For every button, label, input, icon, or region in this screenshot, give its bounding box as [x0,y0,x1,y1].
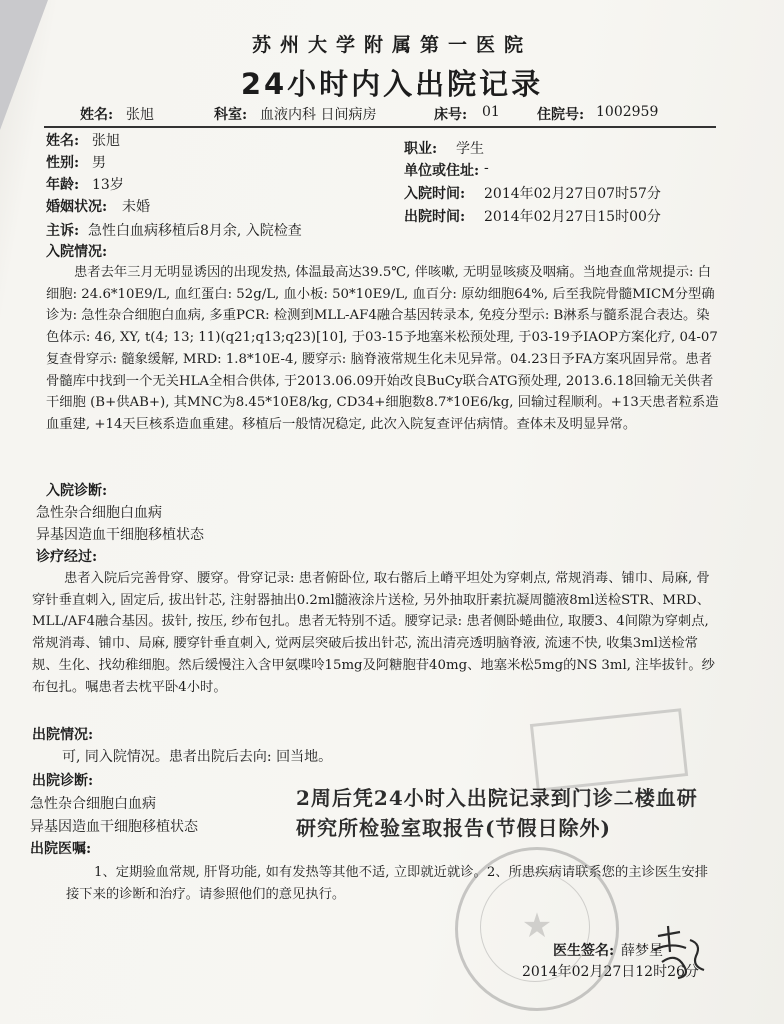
signature-time: 2014年02月27日12时26分 [522,964,699,980]
admit-time-label: 入院时间: [404,186,466,202]
admission-diagnosis-item: 异基因造血干细胞移植状态 [36,527,204,543]
orders-text: 1、定期验血常规, 肝肾功能, 如有发热等其他不适, 立即就近就诊。2、所患疾病请联系您的主诊医生安排接下来的诊断和治疗。请参照他们的意见执行。 [66,865,709,902]
header-bed-label: 床号: [434,107,468,123]
doctor-name: 薛梦星 [621,943,663,959]
signature-label: 医生签名: [553,943,615,959]
orders-label: 出院医嘱: [30,841,92,857]
header-dept-value: 血液内科 日间病房 [260,107,377,123]
header-bed-value: 01 [482,104,500,120]
age-value: 13岁 [92,177,124,193]
notice-line-1: 2周后凭24小时入出院记录到门诊二楼血研 [296,786,698,810]
discharge-time-label: 出院时间: [404,209,466,225]
document-title: 24小时内入出院记录 [240,67,544,101]
header-name-value: 张旭 [126,107,154,123]
header-id-label: 住院号: [537,107,585,123]
job-value: 学生 [456,141,484,157]
name-value: 张旭 [92,133,120,149]
job-label: 职业: [404,141,438,157]
header-id-value: 1002959 [596,104,659,120]
header-rule [44,126,716,128]
admission-diagnosis-item: 急性杂合细胞白血病 [36,505,162,521]
admission-diagnosis-label: 入院诊断: [46,483,108,499]
hospital-name: 苏州大学附属第一医院 [251,34,532,56]
age-label: 年龄: [46,177,80,193]
sex-label: 性别: [46,155,80,171]
discharge-diagnosis-item: 急性杂合细胞白血病 [30,796,156,812]
discharge-time-value: 2014年02月27日15时00分 [484,209,661,225]
treatment-text: 患者入院后完善骨穿、腰穿。骨穿记录: 患者俯卧位, 取右髂后上嵴平坦处为穿刺点, 常规消毒、铺巾、局麻, 骨穿针垂直刺入, 固定后, 拔出针芯, 注射器抽出0.2ml髓液涂片送检, 另外抽取肝素抗凝周髓液8ml送检STR、MRD、MLL/AF4融合基因。拔针, 按压, 纱布包扎。患者无特别不适。腰穿记录: 患者侧卧蜷曲位, 取腰3、4间隙为穿刺点, 常规消毒、铺巾、局麻, 腰穿针垂直刺入, 觉两层突破后拔出针芯, 流出清亮透明脑脊液, 流速不快, 收集3ml送检常规、生化、找幼稚细胞。然后缓慢注入含甲氨喋呤15mg及阿糖胞苷40mg、地塞米松5mg的NS 3ml, 注毕拔针。纱布包扎。嘱患者去枕平卧4小时。 [32,571,715,695]
address-value: - [484,160,489,176]
name-label: 姓名: [46,133,80,149]
treatment-label: 诊疗经过: [36,549,98,565]
marital-label: 婚姻状况: [46,199,108,215]
address-label: 单位或住址: [404,163,480,179]
seal-star-icon: ★ [521,906,553,946]
admission-status-label: 入院情况: [46,244,108,260]
discharge-diagnosis-label: 出院诊断: [32,773,94,789]
hospital-seal [455,847,619,1011]
discharge-status-text: 可, 同入院情况。患者出院后去向: 回当地。 [62,749,333,765]
header-name-label: 姓名: [80,107,114,123]
notice-line-2: 研究所检验室取报告(节假日除外) [296,816,611,840]
discharge-diagnosis-item: 异基因造血干细胞移植状态 [30,819,198,835]
admit-time-value: 2014年02月27日07时57分 [484,186,661,202]
header-dept-label: 科室: [214,107,248,123]
discharge-status-label: 出院情况: [32,727,94,743]
complaint-label: 主诉: [46,223,80,239]
marital-value: 未婚 [122,199,150,215]
admission-status-text: 患者去年三月无明显诱因的出现发热, 体温最高达39.5℃, 伴咳嗽, 无明显咳痰及咽痛。当地查血常规提示: 白细胞: 24.6*10E9/L, 血红蛋白: 52g/L, 血小板: 50*10E9/L, 血百分: 原幼细胞64%, 后至我院骨髓MICM分型确诊为: 急性杂合细胞白血病, 多重PCR: 检测到MLL-AF4融合基因转录本, 免疫分型示: B淋系与髓系混合表达。染色体示: 46, XY, t(4; 13; 11)(q21;q13;q23)[10], 于03-15予地塞米松预处理, 于03-19予IAOP方案化疗, 04-07复查骨穿示: 髓象缓解, MRD: 1.8*10E-4, 腰穿示: 脑脊液常规生化未见异常。04.23日予FA方案巩固异常。患者骨髓库中找到一个无关HLA全相合供体, 于2013.06.09开始改良BuCy联合ATG预处理, 2013.6.18回输无关供者干细胞 (B+供AB+), 其MNC为8.45*10E8/kg, CD34+细胞数8.7*10E6/kg, 回输过程顺利。+13天患者粒系造血重建, +14天巨核系造血重建。移植后一般情况稳定, 此次入院复查评估病情。查体未及明显异常。 [46,265,719,432]
sex-value: 男 [92,155,106,171]
complaint-value: 急性白血病移植后8月余, 入院检查 [88,223,302,239]
